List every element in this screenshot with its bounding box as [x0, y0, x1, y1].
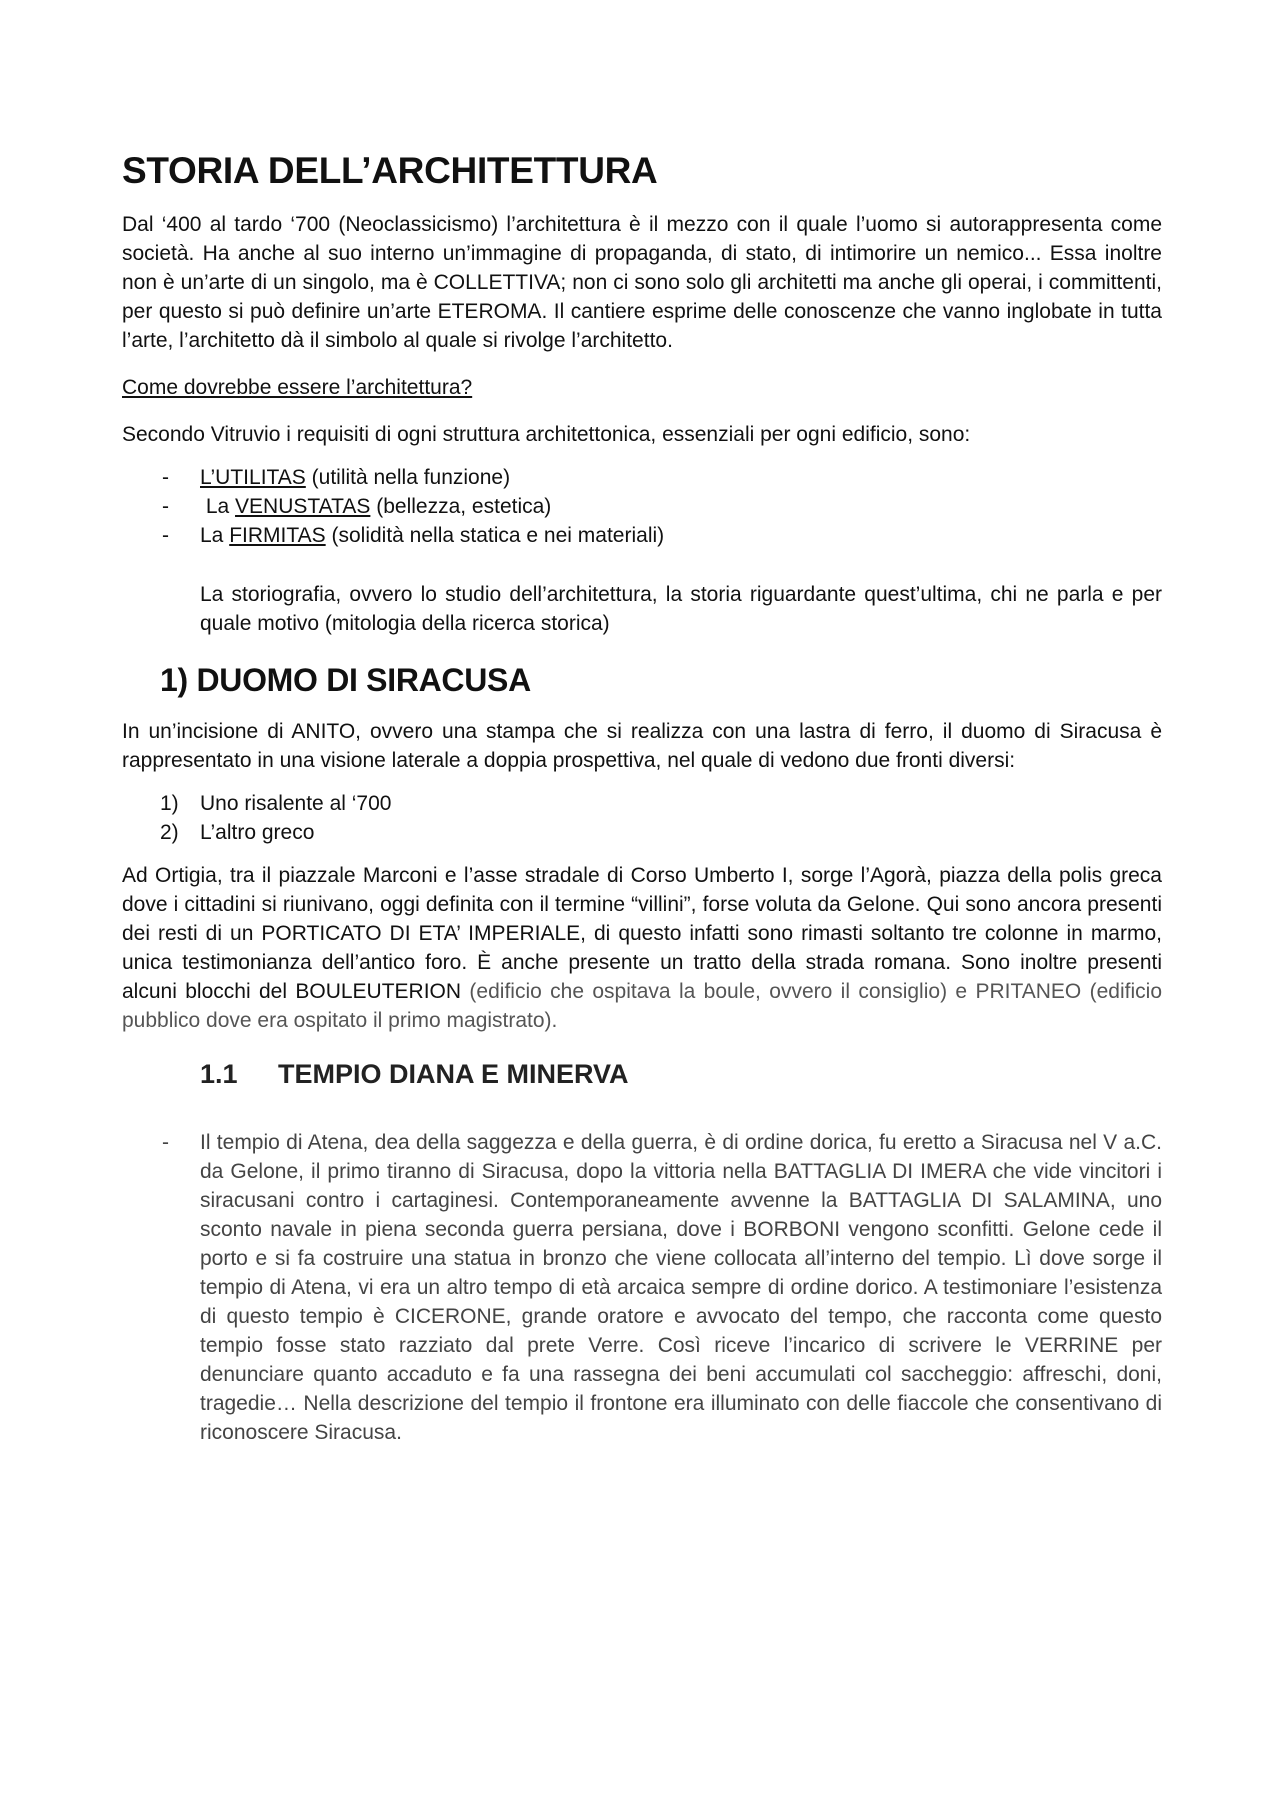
number-marker: 1) [160, 792, 179, 815]
tempio-list [122, 1128, 1162, 1447]
list-item [122, 1128, 1162, 1447]
question-line [122, 373, 1162, 402]
list-item: - La FIRMITAS (solidità nella statica e nei materiali) [122, 521, 1162, 550]
number-marker: 2) [160, 821, 179, 844]
subsection-heading-tempio: 1.1 TEMPIO DIANA E MINERVA [200, 1059, 629, 1089]
tempio-paragraph: Il tempio di Atena, dea della saggezza e della guerra, è di ordine dorica, fu eretto a Siracusa nel V a.C. da Gelone, il primo tiranno di Siracusa, dopo la vittoria nella BATTAGLIA DI IMERA che vide vincitori i siracusani contro i cartaginesi. Contemporaneamente avvenne la BATTAGLIA DI SALAMINA, uno sconto navale in piena seconda guerra persiana, dove i BORBONI vengono sconfitti. Gelone cede il porto e si fa costruire una statua in bronzo che viene collocata all’interno del tempio. Lì dove sorge il tempio di Atena, vi era un altro tempo di età arcaica sempre di ordine dorico. A testimoniare l’esistenza di questo tempio è CICERONE, grande oratore e avvocato del tempo, che racconta come questo tempio fosse stato razziato dal prete Verre. Così riceve l’incarico di scrivere le VERRINE per denunciare quanto accaduto e fa una rassegna dei beni accumulati col saccheggio: affreschi, doni, tragedie… Nella descrizione del tempio il frontone era illuminato con delle fiaccole che consentivano di riconoscere Siracusa. [200, 1131, 1162, 1444]
intro-paragraph: Dal ‘400 al tardo ‘700 (Neoclassicismo) l’architettura è il mezzo con il quale l’uomo si autorappresenta come società. Ha anche al suo interno un’immagine di propaganda, di stato, di intimorire un nemico... Essa inoltre non è un’arte di un singolo, ma è COLLETTIVA; non ci sono solo gli architetti ma anche gli operai, i committenti, per questo si può definire un’arte ETEROMA. Il cantiere esprime delle conoscenze che vanno inglobate in tutta l’arte, l’architetto dà il simbolo al quale si rivolge l’architetto. [122, 213, 1162, 352]
dash-marker: - [162, 524, 169, 547]
vitruvio-paragraph: Secondo Vitruvio i requisiti di ogni struttura architettonica, essenziali per ogni edificio, sono: [122, 423, 971, 446]
requisiti-list [122, 463, 1162, 550]
list-item: - L’UTILITAS (utilità nella funzione) [122, 463, 1162, 492]
term-utilitas: L’UTILITAS [200, 466, 306, 489]
list-item: 1) Uno risalente al ‘700 [122, 789, 1162, 818]
list-item: - La VENUSTATAS (bellezza, estetica) [122, 492, 1162, 521]
page-title: STORIA DELL’ARCHITETTURA [122, 150, 658, 191]
section-number: 1.1 [200, 1059, 238, 1089]
question-text: Come dovrebbe essere l’architettura? [122, 376, 473, 399]
agora-paragraph: Ad Ortigia, tra il piazzale Marconi e l’asse stradale di Corso Umberto I, sorge l’Agorà, piazza della polis greca dove i cittadini si riunivano, oggi definita con il termine “villini”, forse voluta da Gelone. Qui sono ancora presenti dei resti di un PORTICATO DI ETA’ IMPERIALE, di questo infatti sono rimasti soltanto tre colonne in marmo, unica testimonianza dell’antico foro. È anche presente un tratto della strada romana. Sono inoltre presenti alcuni blocchi del BOULEUTERION (edificio che ospitava la boule, ovvero il consiglio) e PRITANEO (edificio pubblico dove era ospitato il primo magistrato). [122, 864, 1162, 1032]
dash-marker: - [162, 1131, 169, 1154]
list-item: 2) L’altro greco [122, 818, 1162, 847]
term-venustatas: VENUSTATAS [235, 495, 371, 518]
fronti-list [122, 789, 1162, 847]
term-firmitas: FIRMITAS [229, 524, 326, 547]
duomo-paragraph: In un’incisione di ANITO, ovvero una stampa che si realizza con una lastra di ferro, il duomo di Siracusa è rappresentato in una visione laterale a doppia prospettiva, nel quale di vedono due fronti diversi: [122, 720, 1162, 772]
section-heading-duomo: 1) DUOMO DI SIRACUSA [160, 662, 531, 698]
dash-marker: - [162, 495, 169, 518]
storiografia-paragraph: La storiografia, ovvero lo studio dell’architettura, la storia riguardante quest’ultima, chi ne parla e per quale motivo (mitologia della ricerca storica) [200, 583, 1162, 635]
dash-marker: - [162, 466, 169, 489]
document-page [122, 150, 1162, 1447]
